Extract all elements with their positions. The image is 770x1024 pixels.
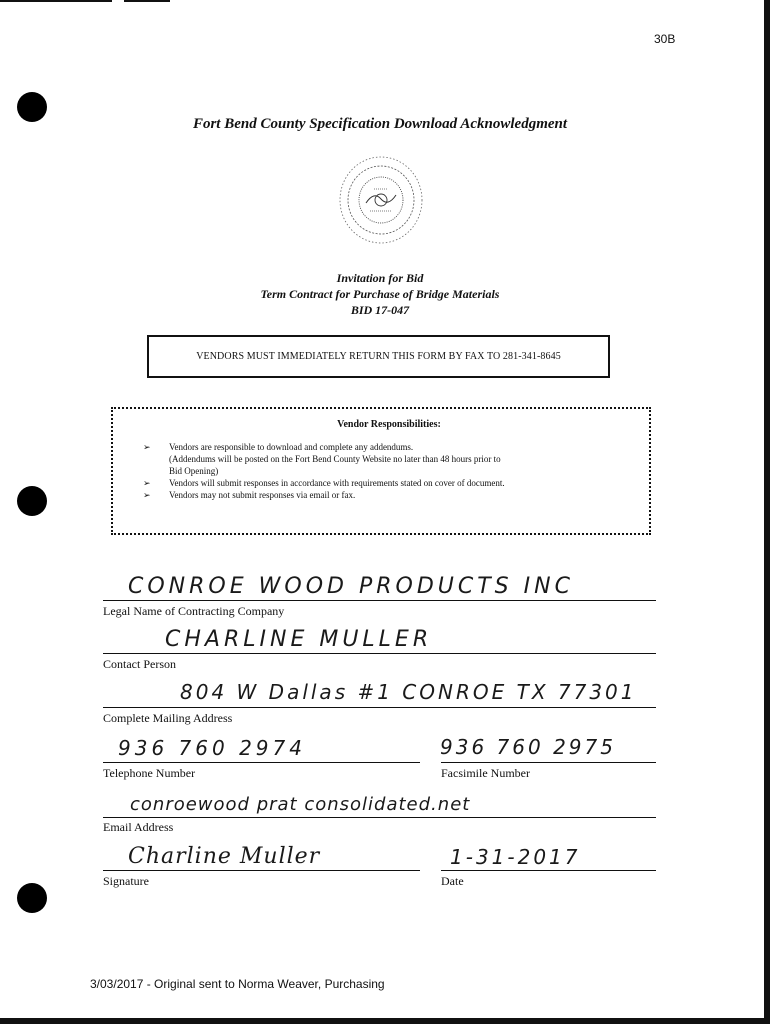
date-underline	[441, 870, 656, 871]
date-label: Date	[441, 874, 464, 888]
arrow-bullet-icon: ➢	[143, 442, 151, 452]
contact-label: Contact Person	[103, 657, 176, 671]
responsibility-text: (Addendums will be posted on the Fort Bend County Website no later than 48 hours prior to	[169, 454, 501, 464]
responsibility-text: Vendors may not submit responses via email or fax.	[169, 490, 356, 500]
company-underline	[103, 600, 656, 601]
bid-info	[0, 270, 760, 318]
binder-hole	[17, 486, 47, 516]
page-number: 30B	[654, 32, 676, 46]
page-edge-bottom	[0, 1018, 770, 1024]
responsibilities-list	[143, 441, 635, 501]
company-name-field[interactable]: CONROE WOOD PRODUCTS INC	[128, 574, 574, 599]
list-item	[143, 477, 635, 489]
signature-field[interactable]: Charline Muller	[128, 844, 321, 869]
page-edge-right	[764, 0, 770, 1024]
address-underline	[103, 707, 656, 708]
footer-note: 3/03/2017 - Original sent to Norma Weaver, Purchasing	[90, 977, 385, 991]
fax-notice-text: VENDORS MUST IMMEDIATELY RETURN THIS FORM BY FAX TO 281-341-8645	[196, 351, 561, 362]
fax-label: Facsimile Number	[441, 766, 530, 780]
date-field[interactable]: 1-31-2017	[450, 845, 581, 869]
signature-label: Signature	[103, 874, 149, 888]
bid-number: BID 17-047	[350, 303, 410, 317]
list-item	[143, 489, 635, 501]
email-underline	[103, 817, 656, 818]
responsibility-text: Bid Opening)	[169, 466, 219, 476]
telephone-label: Telephone Number	[103, 766, 196, 780]
county-seal-icon	[338, 155, 424, 245]
arrow-bullet-icon: ➢	[143, 490, 151, 500]
binder-hole	[17, 883, 47, 913]
responsibilities-title: Vendor Responsibilities:	[337, 419, 441, 430]
telephone-underline	[103, 762, 420, 763]
document-title: Fort Bend County Specification Download Acknowledgment	[192, 116, 568, 132]
fax-notice-box	[147, 335, 610, 378]
contact-underline	[103, 653, 656, 654]
fax-underline	[441, 762, 656, 763]
contact-person-field[interactable]: CHARLINE MULLER	[165, 627, 433, 652]
arrow-bullet-icon: ➢	[143, 478, 151, 488]
responsibility-text: Vendors will submit responses in accordance with requirements stated on cover of document.	[169, 478, 505, 488]
vendor-responsibilities-box	[111, 407, 651, 535]
scan-mark	[0, 0, 112, 2]
company-label: Legal Name of Contracting Company	[103, 604, 285, 618]
scan-mark	[124, 0, 170, 2]
email-label: Email Address	[103, 820, 174, 834]
address-label: Complete Mailing Address	[103, 711, 233, 725]
telephone-field[interactable]: 936 760 2974	[118, 736, 306, 760]
list-item	[143, 441, 635, 477]
bid-contract: Term Contract for Purchase of Bridge Materials	[260, 287, 500, 301]
mailing-address-field[interactable]: 804 W Dallas #1 CONROE TX 77301	[180, 680, 637, 704]
responsibility-text: Vendors are responsible to download and complete any addendums.	[169, 442, 414, 452]
fax-field[interactable]: 936 760 2975	[440, 735, 616, 759]
email-field[interactable]: conroewood prat consolidated.net	[130, 794, 471, 815]
signature-underline	[103, 870, 420, 871]
bid-invitation: Invitation for Bid	[336, 271, 424, 285]
